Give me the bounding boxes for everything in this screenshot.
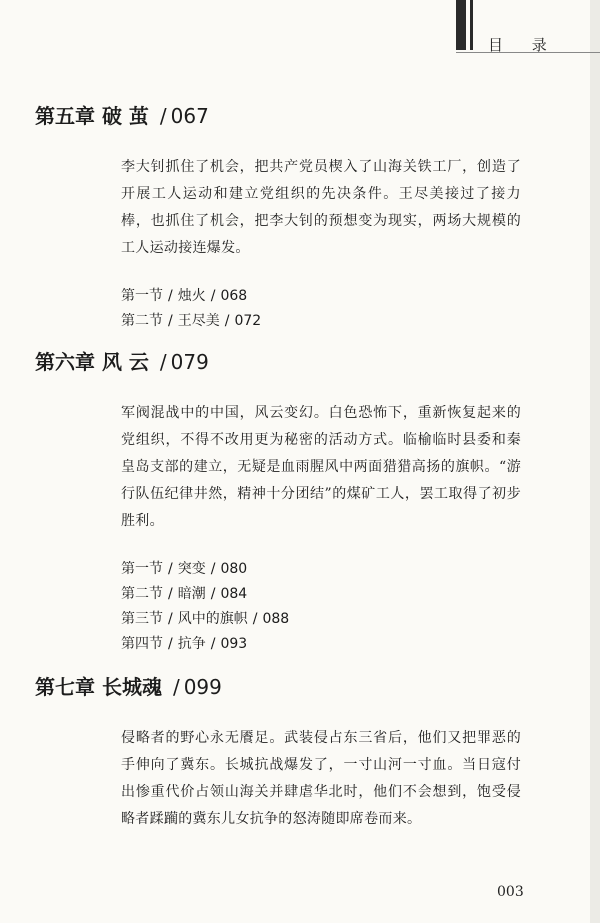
chapter-page: 099 bbox=[183, 675, 222, 699]
separator: / bbox=[168, 586, 173, 602]
separator: / bbox=[168, 636, 173, 652]
section-page: 093 bbox=[220, 636, 248, 652]
separator: / bbox=[172, 675, 180, 699]
separator: / bbox=[210, 288, 216, 304]
section-name: 突变 bbox=[177, 561, 206, 577]
header-title: 目 录 bbox=[488, 36, 559, 54]
section-entry[interactable] bbox=[121, 284, 575, 309]
chapter-summary: 军阀混战中的中国，风云变幻。白色恐怖下，重新恢复起来的党组织，不得不改用更为秘密的活动方式。临榆临时县委和秦皇岛支部的建立，无疑是血雨腥风中两面猎猎高扬的旗帜。“游行队伍纪律井然，精神十分团结”的煤矿工人，罢工取得了初步胜利。 bbox=[121, 405, 521, 529]
separator: / bbox=[210, 561, 216, 577]
section-label: 第三节 bbox=[121, 611, 163, 627]
section-name: 王尽美 bbox=[177, 313, 220, 329]
chapter-name: 风 云 bbox=[101, 350, 149, 374]
section-name: 风中的旗帜 bbox=[177, 611, 248, 627]
section-entry[interactable] bbox=[121, 632, 575, 657]
separator: / bbox=[252, 611, 258, 627]
section-list bbox=[121, 284, 575, 334]
page-number: 003 bbox=[497, 884, 524, 900]
section-label: 第一节 bbox=[121, 561, 163, 577]
section-label: 第四节 bbox=[121, 636, 163, 652]
separator: / bbox=[168, 611, 173, 627]
separator: / bbox=[168, 313, 173, 329]
section-page: 088 bbox=[262, 611, 290, 627]
chapter-summary: 李大钊抓住了机会，把共产党员楔入了山海关铁工厂，创造了开展工人运动和建立党组织的先决条件。王尽美接过了接力棒，也抓住了机会，把李大钊的预想变为现实，两场大规模的工人运动接连爆发。 bbox=[121, 159, 521, 256]
section-label: 第二节 bbox=[121, 586, 163, 602]
section-label: 第二节 bbox=[121, 313, 163, 329]
section-page: 072 bbox=[234, 313, 262, 329]
section-label: 第一节 bbox=[121, 288, 163, 304]
chapter-name: 破 茧 bbox=[101, 104, 149, 128]
chapter-title[interactable] bbox=[35, 348, 575, 376]
section-entry[interactable] bbox=[121, 582, 575, 607]
page-edge-shadow bbox=[590, 0, 600, 923]
chapter-seven bbox=[35, 673, 575, 833]
section-name: 烛火 bbox=[177, 288, 206, 304]
separator: / bbox=[159, 350, 167, 374]
chapter-name: 长城魂 bbox=[101, 675, 162, 699]
section-entry[interactable] bbox=[121, 607, 575, 632]
chapter-summary: 侵略者的野心永无餍足。武装侵占东三省后，他们又把罪恶的手伸向了冀东。长城抗战爆发了，一寸山河一寸血。当日寇付出惨重代价占领山海关并肆虐华北时，他们不会想到，饱受侵略者蹂躏的冀东儿女抗争的怒涛随即席卷而来。 bbox=[121, 730, 521, 827]
separator: / bbox=[210, 586, 216, 602]
chapter-title[interactable] bbox=[35, 102, 575, 130]
separator: / bbox=[210, 636, 216, 652]
separator: / bbox=[224, 313, 230, 329]
section-name: 抗争 bbox=[177, 636, 206, 652]
separator: / bbox=[159, 104, 167, 128]
section-name: 暗潮 bbox=[177, 586, 206, 602]
section-entry[interactable] bbox=[121, 557, 575, 582]
chapter-label: 第五章 bbox=[35, 104, 95, 128]
chapter-title[interactable] bbox=[35, 673, 575, 701]
header-bar-thick bbox=[456, 0, 466, 50]
chapter-label: 第六章 bbox=[35, 350, 95, 374]
chapter-label: 第七章 bbox=[35, 675, 95, 699]
section-page: 084 bbox=[220, 586, 248, 602]
separator: / bbox=[168, 288, 173, 304]
header-bar-thin bbox=[470, 0, 473, 50]
section-entry[interactable] bbox=[121, 309, 575, 334]
separator: / bbox=[168, 561, 173, 577]
chapter-five bbox=[35, 102, 575, 334]
chapter-page: 079 bbox=[170, 350, 209, 374]
section-page: 080 bbox=[220, 561, 248, 577]
section-list bbox=[121, 557, 575, 657]
chapter-six bbox=[35, 348, 575, 657]
chapter-page: 067 bbox=[170, 104, 209, 128]
section-page: 068 bbox=[220, 288, 248, 304]
